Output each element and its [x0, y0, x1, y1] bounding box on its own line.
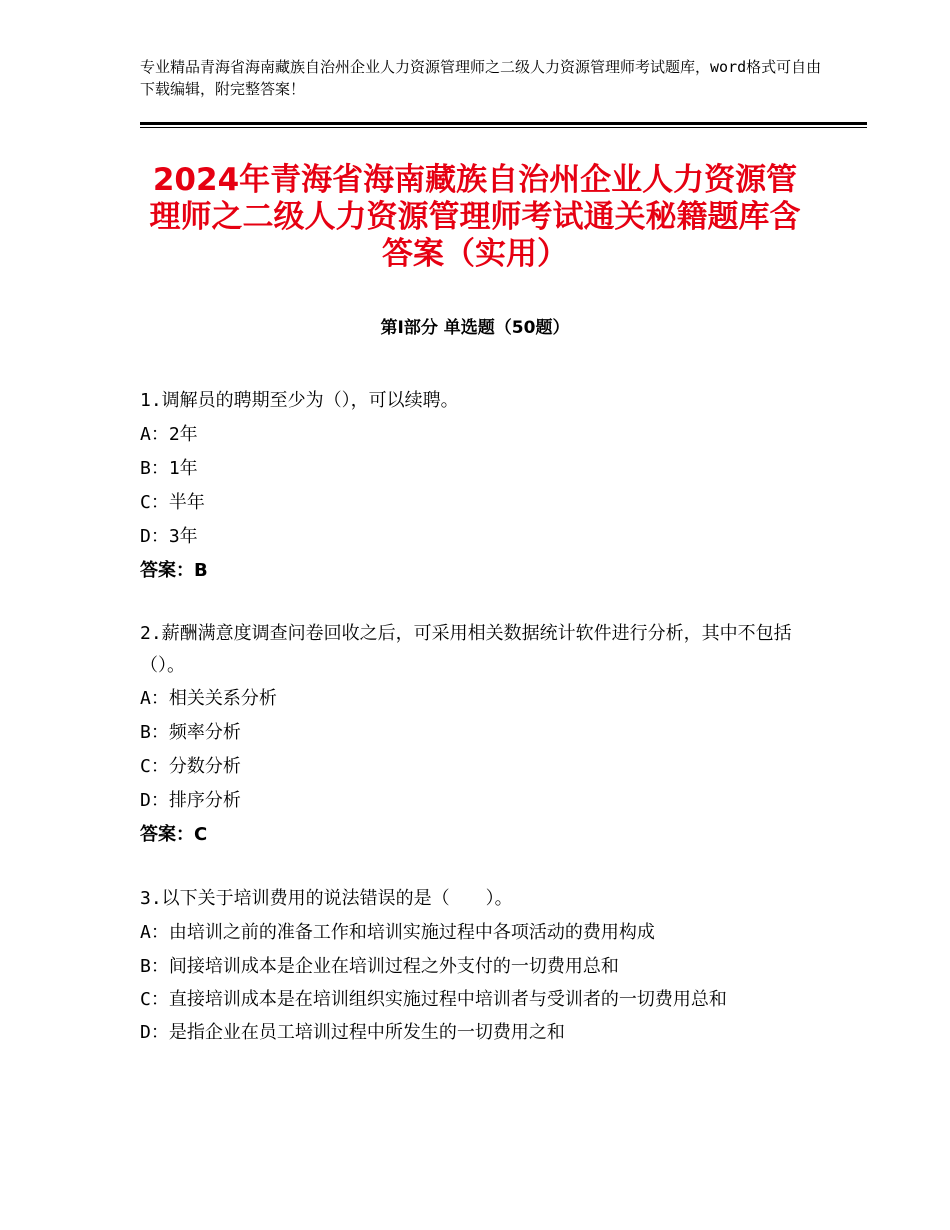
header-rule-thin: [140, 127, 867, 128]
header-rule-thick: [140, 122, 867, 125]
question-list: [140, 384, 810, 1080]
option-d: D：是指企业在员工培训过程中所发生的一切费用之和: [140, 1022, 565, 1043]
option-b: B：频率分析: [140, 722, 241, 743]
option-c: C：直接培训成本是在培训组织实施过程中培训者与受训者的一切费用总和: [140, 989, 727, 1010]
document-title: 2024年青海省海南藏族自治州企业人力资源管理师之二级人力资源管理师考试通关秘籍题库含答案（实用）: [149, 162, 801, 272]
answer: 答案：C: [140, 824, 208, 845]
question-2: [140, 618, 810, 852]
option-a: A：相关关系分析: [140, 688, 277, 709]
option-a: A：2年: [140, 424, 198, 445]
option-d: D：3年: [140, 526, 198, 547]
question-stem: 3.以下关于培训费用的说法错误的是（ ）。: [140, 888, 513, 909]
question-stem: 2.薪酬满意度调查问卷回收之后，可采用相关数据统计软件进行分析，其中不包括（）。: [140, 623, 792, 676]
option-b: B：间接培训成本是企业在培训过程之外支付的一切费用总和: [140, 956, 619, 977]
option-c: C：半年: [140, 492, 205, 513]
question-3: [140, 882, 810, 1050]
section-title: 第Ⅰ部分 单选题（50题）: [380, 318, 570, 338]
option-b: B：1年: [140, 458, 198, 479]
question-1: [140, 384, 810, 588]
answer: 答案：B: [140, 560, 208, 581]
option-a: A：由培训之前的准备工作和培训实施过程中各项活动的费用构成: [140, 922, 655, 943]
option-c: C：分数分析: [140, 756, 241, 777]
option-d: D：排序分析: [140, 790, 241, 811]
header-note: 专业精品青海省海南藏族自治州企业人力资源管理师之二级人力资源管理师考试题库，word格式可自由下载编辑，附完整答案！: [140, 58, 822, 98]
question-stem: 1.调解员的聘期至少为（），可以续聘。: [140, 390, 459, 411]
